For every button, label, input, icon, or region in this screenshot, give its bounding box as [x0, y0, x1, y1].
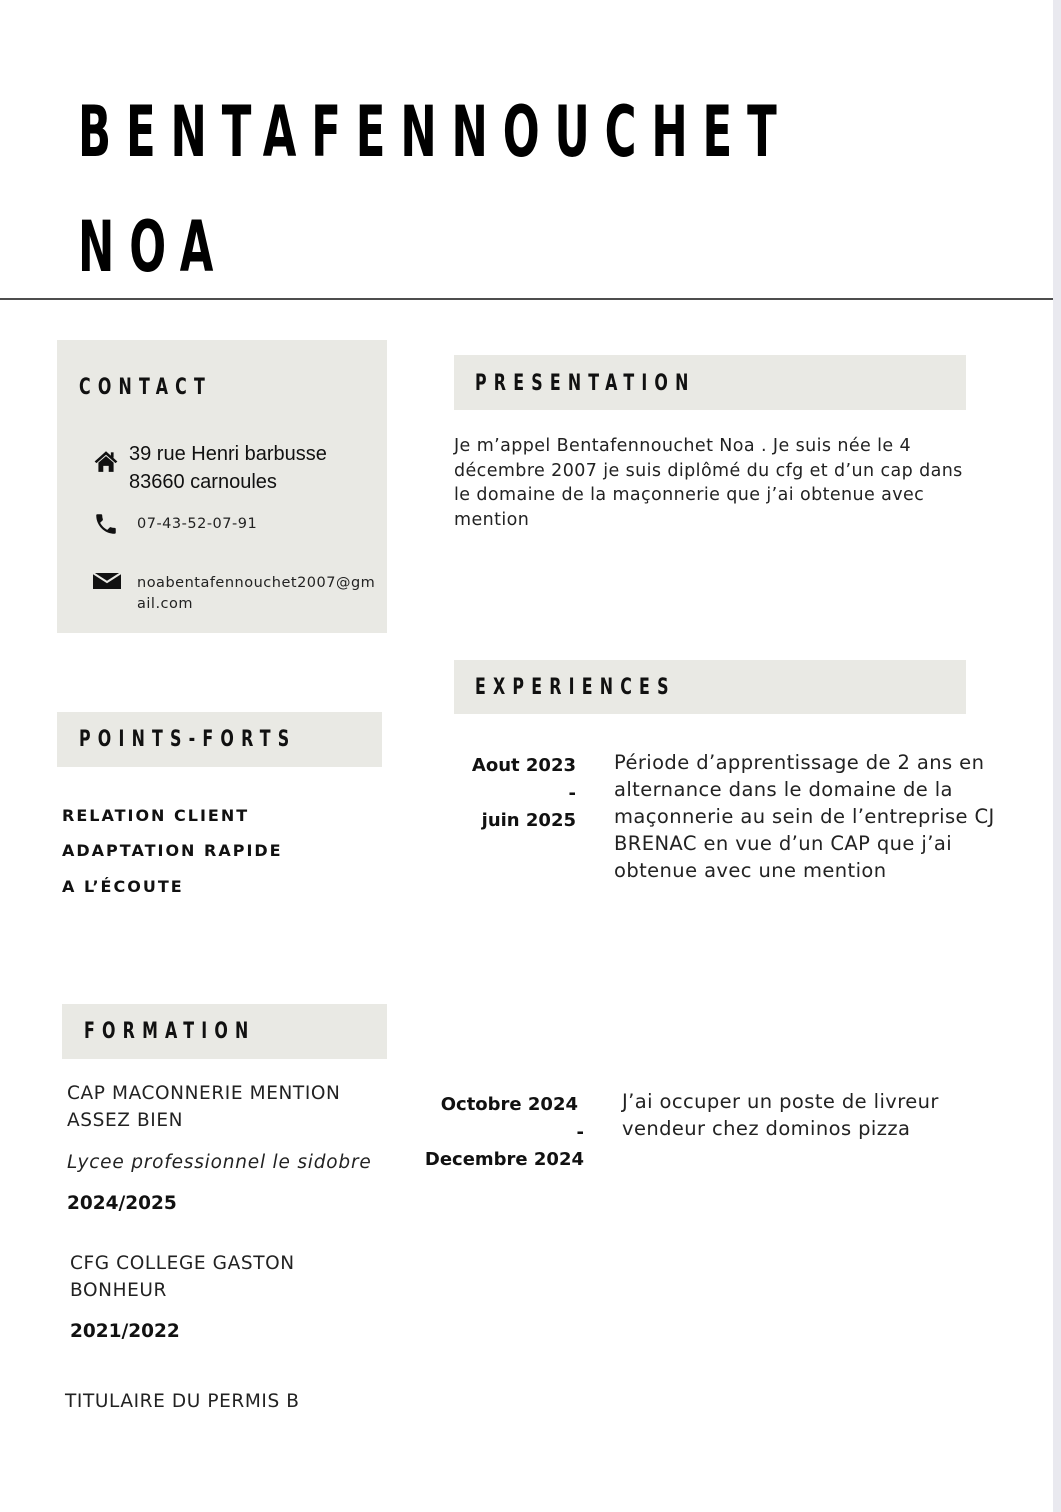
experience-2-dates — [400, 1091, 584, 1174]
formation-1-year: 2024/2025 — [67, 1193, 177, 1214]
address — [129, 440, 327, 496]
formation-title: FORMATION — [84, 1019, 256, 1044]
experience-1-dates — [420, 752, 576, 835]
experience-2-start: Octobre 2024 — [440, 1094, 578, 1115]
mail-icon — [93, 570, 121, 592]
experience-1-end: juin 2025 — [481, 810, 576, 831]
strength-item: A L’ÉCOUTE — [62, 877, 184, 896]
driving-license: TITULAIRE DU PERMIS B — [65, 1391, 300, 1412]
strength-item: RELATION CLIENT — [62, 806, 250, 825]
phone-number: 07-43-52-07-91 — [137, 516, 258, 532]
email-address: noabentafennouchet2007@gmail.com — [137, 575, 376, 612]
formation-1-diploma: CAP MACONNERIE MENTION ASSEZ BIEN — [67, 1083, 341, 1131]
first-name-heading: NOA — [78, 206, 229, 288]
experience-1-description: Période d’apprentissage de 2 ans en alternance dans le domaine de la maçonnerie au sein de l’entreprise CJ BRENAC en vue d’un CAP que j’ai obtenue avec une mention — [614, 751, 995, 882]
address-line-2: 83660 carnoules — [129, 471, 277, 493]
vertical-scrollbar[interactable] — [1053, 0, 1061, 1512]
formation-2-year: 2021/2022 — [70, 1321, 180, 1342]
contact-title: CONTACT — [79, 375, 213, 400]
presentation-title: PRESENTATION — [475, 371, 696, 396]
home-icon — [93, 448, 119, 474]
formation-2-diploma: CFG COLLEGE GASTON BONHEUR — [70, 1253, 295, 1301]
last-name-heading: BENTAFENNOUCHET — [78, 91, 792, 173]
experience-2-separator: - — [576, 1121, 584, 1143]
experience-2-description: J’ai occuper un poste de livreur vendeur chez dominos pizza — [622, 1090, 939, 1140]
phone-icon — [93, 511, 119, 537]
experiences-title: EXPERIENCES — [475, 675, 676, 700]
presentation-text: Je m’appel Bentafennouchet Noa . Je suis née le 4 décembre 2007 je suis diplômé du cfg et d’un cap dans le domaine de la maçonnerie que j’ai obtenue avec mention — [454, 436, 963, 530]
experience-1-start: Aout 2023 — [471, 755, 576, 776]
experience-1-separator: - — [568, 782, 576, 804]
address-line-1: 39 rue Henri barbusse — [129, 443, 327, 465]
strengths-title: POINTS-FORTS — [79, 727, 297, 752]
formation-1-school: Lycee professionnel le sidobre — [67, 1152, 372, 1173]
strength-item: ADAPTATION RAPIDE — [62, 841, 283, 860]
header-divider — [0, 298, 1053, 300]
experience-2-end: Decembre 2024 — [424, 1149, 584, 1170]
